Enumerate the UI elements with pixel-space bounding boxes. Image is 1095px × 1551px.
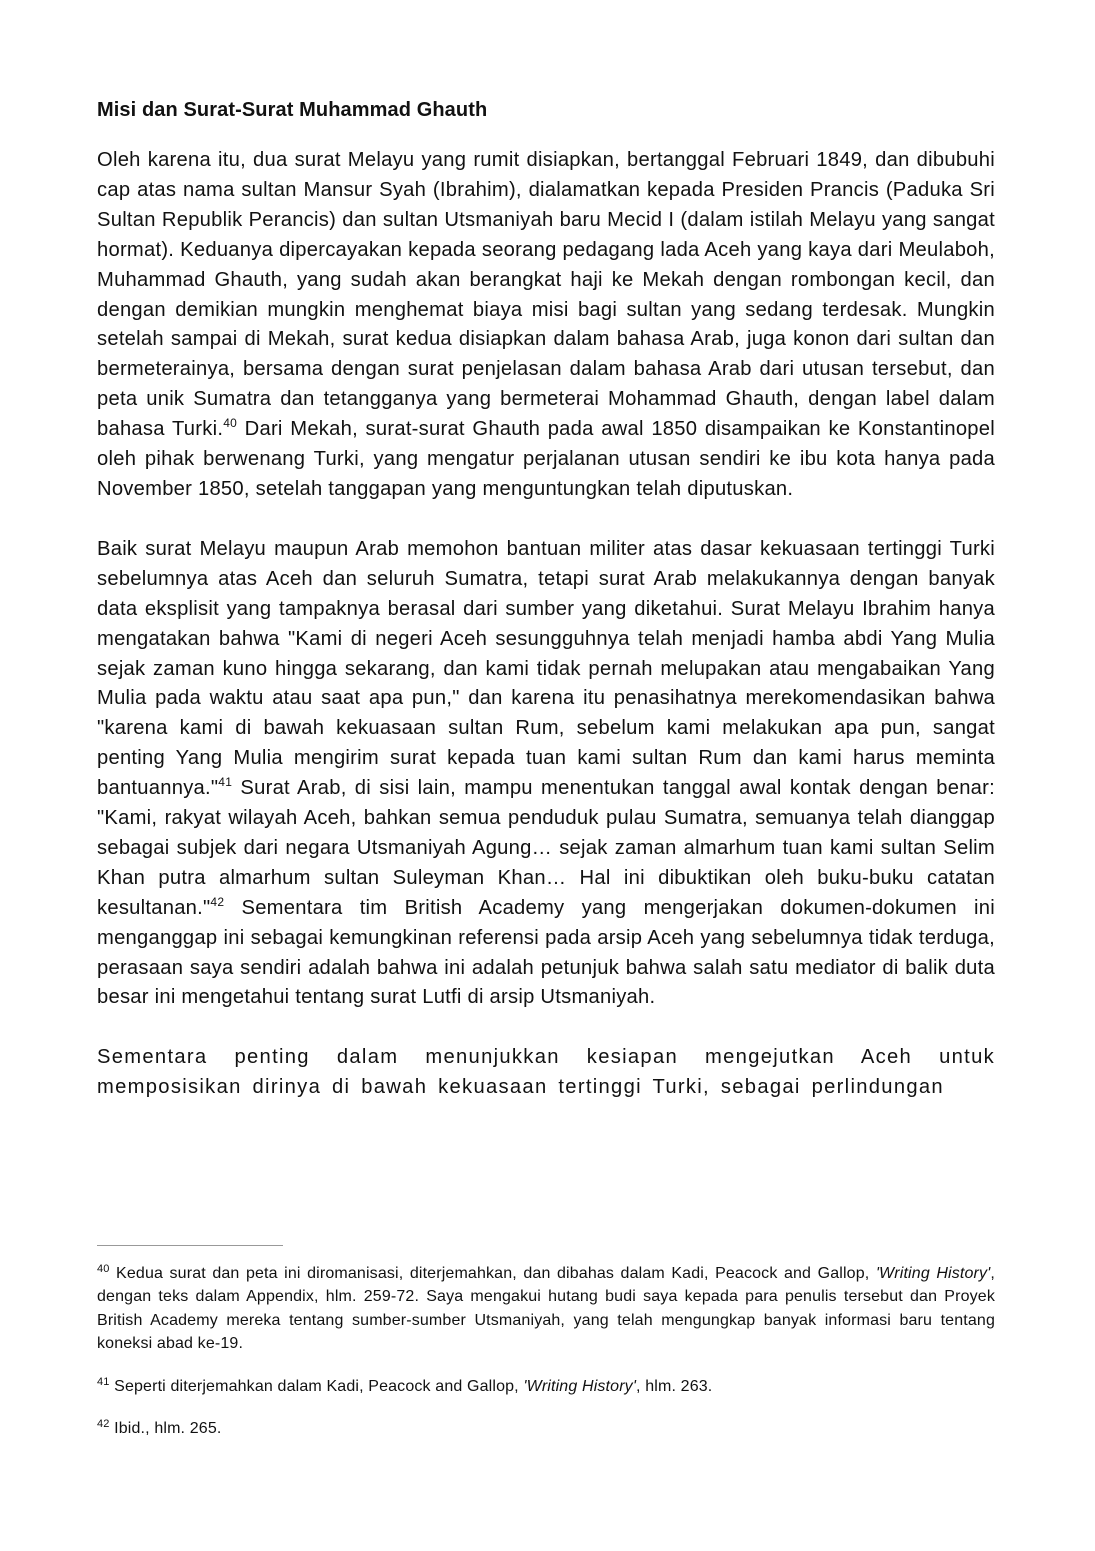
- footnote-ref-42[interactable]: 42: [210, 894, 225, 909]
- paragraph-2-text-a: Baik surat Melayu maupun Arab memohon bantuan militer atas dasar kekuasaan tertinggi Turki sebelumnya atas Aceh dan seluruh Sumatra, tetapi surat Arab melakukannya dengan banyak data eksplisit yang tampaknya berasal dari sumber yang diketahui. Surat Melayu Ibrahim hanya mengatakan bahwa "Kami di negeri Aceh sesungguhnya telah menjadi hamba abdi Yang Mulia sejak zaman kuno hingga sekarang, dan kami tidak pernah melupakan atau mengabaikan Yang Mulia pada waktu atau saat apa pun," dan karena itu penasihatnya merekomendasikan bahwa "karena kami di bawah kekuasaan sultan Rum, sebelum kami melakukan apa pun, sangat penting Yang Mulia mengirim surat kepada tuan kami sultan Rum dan kami harus meminta bantuannya.": [97, 537, 995, 800]
- footnote-number-40: 40: [97, 1263, 110, 1275]
- paragraph-1-text-a: Oleh karena itu, dua surat Melayu yang rumit disiapkan, bertanggal Februari 1849, dan dibubuhi cap atas nama sultan Mansur Syah (Ibrahim), dialamatkan kepada Presiden Prancis (Paduka Sri Sultan Republik Perancis) dan sultan Utsmaniyah baru Mecid I (dalam istilah Melayu yang sangat hormat). Keduanya dipercayakan kepada seorang pedagang lada Aceh yang kaya dari Meulaboh, Muhammad Ghauth, yang sudah akan berangkat haji ke Mekah dengan rombongan kecil, dan dengan demikian mungkin menghemat biaya misi bagi sultan yang sedang terdesak. Mungkin setelah sampai di Mekah, surat kedua disiapkan dalam bahasa Arab, juga konon dari sultan dan bermeterainya, bersama dengan surat penjelasan dalam bahasa Arab dari utusan tersebut, dan peta unik Sumatra dan tetangganya yang bermeterai Mohammad Ghauth, dengan label dalam bahasa Turki.: [97, 149, 995, 441]
- paragraph-2-text-b: Surat Arab, di sisi lain, mampu menentukan tanggal awal kontak dengan benar: "Kami, rakyat wilayah Aceh, bahkan semua penduduk pulau Sumatra, semuanya telah dianggap sebagai subjek dari negara Utsmaniyah Agung… sejak zaman almarhum tuan kami sultan Selim Khan putra almarhum sultan Suleyman Khan… Hal ini dibuktikan oleh buku-buku catatan kesultanan.": [97, 777, 995, 919]
- footnote-40: [97, 1262, 995, 1356]
- footnote-42-text-a: Ibid., hlm. 265.: [109, 1420, 222, 1438]
- paragraph-2: [97, 535, 995, 1014]
- paragraph-2-text-c: Sementara tim British Academy yang mengerjakan dokumen-dokumen ini menganggap ini sebagai kemungkinan referensi pada arsip Aceh yang sebelumnya tidak terduga, perasaan saya sendiri adalah bahwa ini adalah petunjuk bahwa salah satu mediator di balik duta besar ini mengetahui tentang surat Lutfi di arsip Utsmaniyah.: [97, 896, 995, 1009]
- footnote-41-title: 'Writing History': [523, 1377, 637, 1395]
- footnote-number-42: 42: [97, 1418, 110, 1431]
- footnote-41: [97, 1375, 995, 1398]
- document-body: [97, 96, 995, 1103]
- footnote-40-title: 'Writing History': [875, 1265, 991, 1282]
- footnote-ref-40[interactable]: 40: [223, 416, 238, 431]
- footnote-ref-41[interactable]: 41: [218, 775, 233, 790]
- paragraph-3-text: Sementara penting dalam menunjukkan kesiapan mengejutkan Aceh untuk memposisikan dirinya di bawah kekuasaan tertinggi Turki, sebagai perlindungan: [97, 1046, 995, 1099]
- paragraph-1-text-b: Dari Mekah, surat-surat Ghauth pada awal 1850 disampaikan ke Konstantinopel oleh pihak berwenang Turki, yang mengatur perjalanan utusan sendiri ke ibu kota hanya pada November 1850, setelah tanggapan yang menguntungkan telah diputuskan.: [97, 418, 995, 500]
- section-heading: Misi dan Surat-Surat Muhammad Ghauth: [97, 99, 488, 121]
- footnote-divider: [97, 1245, 283, 1246]
- footnote-41-text-a: Seperti diterjemahkan dalam Kadi, Peacock and Gallop,: [109, 1377, 524, 1395]
- footnote-41-text-b: , hlm. 263.: [636, 1377, 713, 1395]
- footnote-40-text-b: , dengan teks dalam Appendix, hlm. 259-72. Saya mengakui hutang budi saya kepada para penulis tersebut dan Proyek British Academy mereka tentang sumber-sumber Utsmaniyah, yang telah mengungkap banyak informasi baru tentang koneksi abad ke-19.: [97, 1265, 995, 1353]
- footnotes: [97, 1262, 995, 1459]
- paragraph-1: [97, 146, 995, 505]
- paragraph-3: [97, 1043, 995, 1103]
- footnote-number-41: 41: [97, 1375, 110, 1388]
- footnote-42: [97, 1417, 995, 1440]
- footnote-40-text-a: Kedua surat dan peta ini diromanisasi, diterjemahkan, dan dibahas dalam Kadi, Peacock and Gallop,: [109, 1265, 876, 1282]
